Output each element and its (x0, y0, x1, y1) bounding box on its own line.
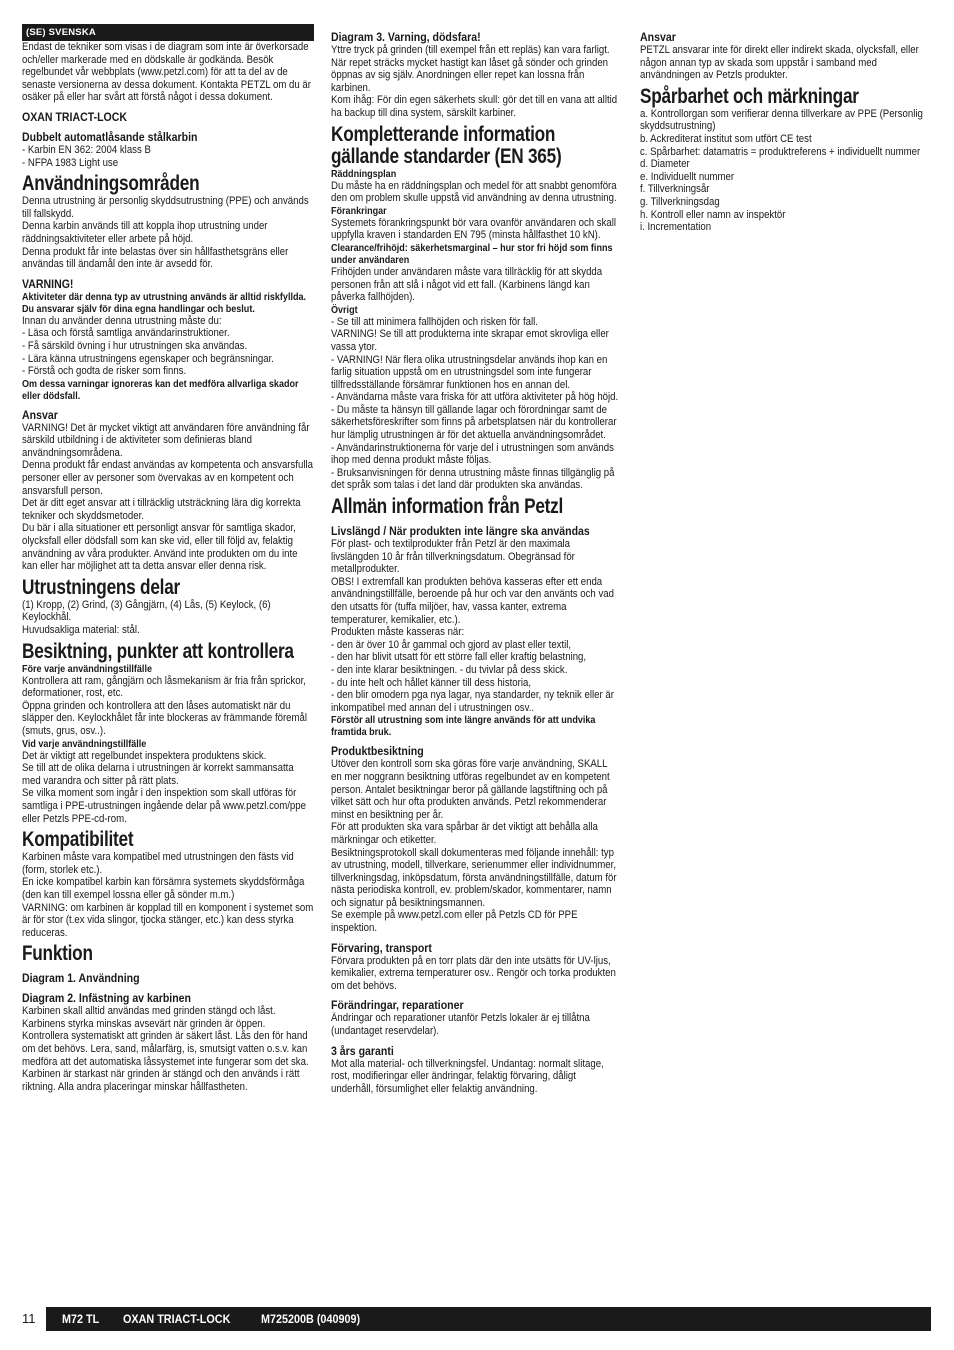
paragraph: Se till att de olika delarna i utrustningen är korrekt sammansatta med varandra och sitter på rätt plats. (22, 762, 294, 787)
paragraph: d. Diameter (640, 158, 690, 171)
subheading: VARNING! (22, 276, 74, 291)
paragraph: Det är viktigt att regelbundet inspektera produktens skick. (22, 749, 267, 762)
paragraph: En icke kompatibel karbin kan försämra systemets skyddsförmåga (den kan till exempel lossna eller gå sönder m.m.) (22, 876, 305, 901)
footer-doc-ref: M725200B (040909) (261, 1312, 361, 1326)
paragraph: - den har blivit utsatt för ett större fall eller kraftig belastning, (331, 651, 587, 664)
column-1 (22, 24, 314, 1093)
paragraph: g. Tillverkningsdag (640, 195, 720, 208)
paragraph: Produkten måste kasseras när: (331, 626, 465, 639)
paragraph: För plast- och textilprodukter från Petzl är den maximala livslängden 10 år från tillverkningsdatum. Obegränsad för metallprodukter. (331, 538, 575, 576)
language-header: (SE) SVENSKA (22, 24, 314, 41)
paragraph: Denna karbin används till att koppla ihop utrustning under räddningsaktiviteter eller arbete på höjd. (22, 220, 268, 245)
bold-note: Räddningsplan (331, 167, 397, 180)
footer-bar (46, 1307, 931, 1331)
bold-note: Förstör all utrustning som inte längre används för att undvika framtida bruk. (331, 714, 596, 739)
bold-note: Förankringar (331, 204, 387, 217)
paragraph: VARNING: om karbinen är kopplad till en komponent i systemet som är för stor (t.ex vida slingor, tjocka stänger, etc.) kan dess styrka reduceras. (22, 901, 314, 939)
paragraph: - Få särskild övning i hur utrustningen ska användas. (22, 339, 248, 352)
column-2 (331, 24, 621, 1095)
footer-code: M72 TL (62, 1312, 100, 1326)
subheading: Dubbelt automatlåsande stålkarbin (22, 129, 198, 144)
bold-note: Om dessa varningar ignoreras kan det medföra allvarliga skador eller dödsfall. (22, 377, 299, 402)
subheading: 3 års garanti (331, 1043, 394, 1058)
paragraph: - NFPA 1983 Light use (22, 156, 119, 169)
paragraph: Karbinen är starkast när grinden är stängd och den används i rätt riktning. Alla andra placeringar minskar hållfastheten. (22, 1068, 300, 1093)
paragraph: i. Incrementation (640, 221, 712, 234)
column-3 (640, 24, 930, 234)
paragraph: För att produkten ska vara spårbar är det viktigt att behålla alla märkningar och etiketter. (331, 821, 598, 846)
footer-product: OXAN TRIACT-LOCK (122, 1312, 231, 1326)
paragraph: - Läsa och förstå samtliga användarinstruktioner. (22, 327, 230, 340)
paragraph: - Du måste ta hänsyn till gällande lagar och förordningar samt de säkerhetsföreskrifter som finns på arbetsplatsen när du kontrollerar hur lämplig utrustningen är för det aktuella användningsområdet. (331, 403, 617, 442)
paragraph: - Se till att minimera fallhöjden och risken för fall. (331, 315, 538, 328)
page-number: 11 (22, 1311, 36, 1326)
paragraph: - Användarna måste vara friska för att utföra aktiviteter på hög höjd. (331, 391, 619, 404)
subheading: Ansvar (640, 30, 676, 44)
paragraph: - du inte helt och hållet känner till dess historia, (331, 676, 532, 689)
bold-note: Vid varje användningstillfälle (22, 737, 147, 750)
paragraph: - den inte klarar besiktningen. - du tvivlar på dess skick. (331, 663, 568, 676)
paragraph: e. Individuellt nummer (640, 170, 735, 183)
bold-note: Clearance/frihöjd: säkerhetsmarginal – hur stor fri höjd som finns under användaren (331, 241, 613, 266)
subheading: Ansvar (22, 407, 58, 422)
subheading: Produktbesiktning (331, 744, 424, 759)
paragraph: - Karbin EN 362: 2004 klass B (22, 143, 151, 156)
subheading: Förändringar, reparationer (331, 998, 464, 1013)
section-heading: Kompatibilitet (22, 828, 134, 852)
subheading: OXAN TRIACT-LOCK (22, 109, 128, 124)
bold-note: Före varje användningstillfälle (22, 662, 152, 675)
bold-note: Du ansvarar själv för dina egna handlingar och beslut. (22, 302, 255, 315)
section-heading: Besiktning, punkter att kontrollera (22, 639, 294, 663)
paragraph: Yttre tryck på grinden (till exempel från ett repläs) kan vara farligt. När repet sträcks mycket hastigt kan låset gå sönder och grinden öppnas av sig själv. Anordningen eller repet kan lossna från karbinen. (331, 44, 610, 94)
paragraph: Öppna grinden och kontrollera att den låses automatiskt när du släpper den. Keylockhålet får inte blockeras av främmande föremål (smuts, grus, osv..). (22, 699, 308, 737)
section-heading: Utrustningens delar (22, 575, 180, 599)
paragraph: Mot alla material- och tillverkningsfel. Undantag: normalt slitage, rost, modifieringar eller ändringar, felaktig förvaring, dåligt underhåll, försumlighet eller felaktig användning. (331, 1057, 604, 1095)
paragraph: Det är ditt eget ansvar att i tillräcklig utsträckning lära dig korrekta tekniker och skyddsmetoder. (22, 497, 301, 522)
paragraph: Denna produkt får inte belastas över sin hållfasthetsgräns eller användas till ändamål den inte är avsedd för. (22, 245, 289, 271)
paragraph: Se vilka moment som ingår i den inspektion som skall utföras för samtliga i PPE-utrustningen ingående delar på www.petzl.com/ppe eller Petzls PPE-cd-rom. (22, 787, 306, 825)
paragraph: Ändringar och reparationer utanför Petzls lokaler är ej tillåtna (undantaget reservdelar). (331, 1012, 590, 1038)
paragraph: Besiktningsprotokoll skall dokumenteras med följande innehåll: typ av utrustning, modell, tillverkare, serienummer eller individnummer, tillverkningsdag, inköpsdatum, första användningstillfälle, datum för nästa periodiska kontroll, ev. problem/skador, kommentarer, namn och signatur på besiktningsmannen. (331, 846, 617, 909)
paragraph: Du måste ha en räddningsplan och medel för att snabbt genomföra den om problem skulle uppstå vid användning av denna utrustning. (331, 179, 617, 205)
bold-note: Aktiviteter där denna typ av utrustning används är alltid riskfyllda. (22, 290, 307, 303)
paragraph: b. Ackrediterat institut som utfört CE test (640, 132, 812, 145)
paragraph: Denna utrustning är personlig skyddsutrustning (PPE) och används till fallskydd. (22, 195, 309, 220)
paragraph: - den blir omodern pga nya lagar, nya standarder, ny teknik eller är inkompatibel med annan del i utrustningen osv.. (331, 689, 614, 714)
bold-note: Övrigt (331, 303, 358, 316)
paragraph: Denna produkt får endast användas av kompetenta och ansvarsfulla personer eller av personer som övervakas av en kompetent och ansvarsfull person. (22, 459, 313, 497)
paragraph: Se exemple på www.petzl.com eller på Petzls CD för PPE inspektion. (331, 909, 578, 935)
section-heading: Spårbarhet och märkningar (640, 84, 859, 108)
section-heading: Funktion (22, 942, 93, 966)
paragraph: - Användarinstruktionerna för varje del i utrustningen som används ihop med denna produkt måste följas. (331, 441, 614, 467)
paragraph: Förvara produkten på en torr plats där den inte utsätts för UV-ljus, kemikalier, extrema temperaturer osv.. Rengör och torka produkten om det behövs. (331, 954, 616, 992)
paragraph: Kom ihåg: För din egen säkerhets skull: gör det till en vana att alltid ha backup till dina system, särskilt karbiner. (331, 94, 618, 119)
paragraph: - Förstå och godta de risker som finns. (22, 365, 187, 378)
subheading: Diagram 3. Varning, dödsfara! (331, 30, 481, 44)
paragraph: Karbinen skall alltid användas med grinden stängd och låst. Karbinens styrka minskas avsevärt när grinden är öppen. Kontrollera systematiskt att grinden är säkert låst. Lås den för hand om det behövs. Lera, sand, målarfärg, is, smutsigt vatten o.s.v. kan medföra att det automatiska låssystemet inte fungerar som det ska. (22, 1005, 309, 1068)
paragraph: (1) Kropp, (2) Grind, (3) Gångjärn, (4) Lås, (5) Keylock, (6) Keylockhål. (22, 598, 271, 624)
subheading: Diagram 1. Användning (22, 971, 140, 986)
subheading: Diagram 2. Infästning av karbinen (22, 991, 192, 1006)
paragraph: Innan du använder denna utrustning måste du: (22, 314, 222, 327)
paragraph: Karbinen måste vara kompatibel med utrustningen den fästs vid (form, storlek etc.). (22, 851, 294, 876)
paragraph: c. Spårbarhet: datamatris = produktreferens + individuellt nummer (640, 145, 921, 158)
paragraph: Endast de tekniker som visas i de diagram som inte är överkorsade och/eller markerade med en dödskalle är godkända. Besök regelbundet vår webbplats (www.petzl.com) för att ta del av de senaste versionerna av dessa dokument. Kontakta PETZL om du är osäker på eller har svårt att förstå något i dessa dokument. (22, 41, 311, 104)
paragraph: Systemets förankringspunkt bör vara ovanför användaren och skall uppfylla kraven i standarden EN 795 (minsta hållfasthet 10 kN). (331, 216, 617, 242)
paragraph: Frihöjden under användaren måste vara tillräcklig för att skydda personen från att slå i något vid ett fall. (Karbinens längd kan påverka fallhöjden). (331, 265, 603, 304)
paragraph: Huvudsakliga material: stål. (22, 624, 140, 636)
paragraph: Du bär i alla situationer ett personligt ansvar för samtliga skador, olycksfall eller dödsfall som kan ske vid, eller till följd av, felaktig användning av våra produkter. Använd inte produkten om du inte kan eller har möjlighet att ta detta ansvar eller denna risk. (22, 522, 298, 573)
paragraph: - Bruksanvisningen för denna utrustning måste finnas tillgänglig på det språk som talas i det land där produkten ska användas. (331, 466, 615, 492)
paragraph: h. Kontroll eller namn av inspektör (640, 208, 786, 221)
subheading: Livslängd / När produkten inte längre ska användas (331, 524, 590, 539)
paragraph: VARNING! Det är mycket viktigt att användaren före användning får särskild utbildning i de aktiviteter som definieras bland användningsområdena. (22, 421, 310, 459)
paragraph: PETZL ansvarar inte för direkt eller indirekt skada, olycksfall, eller någon annan typ av skada som uppstår i samband med användningen av Petzls produkter. (640, 44, 919, 82)
paragraph: - den är över 10 år gammal och gjord av plast eller textil, (331, 638, 572, 651)
paragraph: f. Tillverkningsår (640, 183, 710, 196)
paragraph: OBS! I extremfall kan produkten behöva kasseras efter ett enda användningstillfälle, beroende på hur och var den använts och vad den utsatts för (tuffa miljöer, hav, vassa kanter, extrema temperaturer, kemikalier, etc.). (331, 575, 614, 626)
paragraph: - Lära känna utrustningens egenskaper och begränsningar. (22, 352, 274, 365)
page-footer (22, 1307, 931, 1331)
paragraph: Utöver den kontroll som ska göras före varje användning, SKALL en mer noggrann besiktning utföras regelbundet av en kompetent person. Antalet besiktningar beror på gällande lagstiftning och på vilket sätt och hur ofta produkten används. Petzl rekommenderar minst en besiktning per år. (331, 758, 610, 821)
paragraph: a. Kontrollorgan som verifierar denna tillverkare av PPE (Personlig skyddsutrustning) (640, 107, 923, 133)
section-heading: Användningsområden (22, 172, 200, 196)
subheading: Förvaring, transport (331, 940, 432, 955)
section-heading: Allmän information från Petzl (331, 495, 564, 519)
section-heading: Kompletterande information gällande standarder (EN 365) (331, 122, 562, 168)
paragraph: Kontrollera att ram, gångjärn och låsmekanism är fria från sprickor, deformationer, rost, etc. (22, 674, 306, 700)
paragraph: VARNING! Se till att produkterna inte skrapar emot skrovliga eller vassa ytor. (331, 328, 609, 353)
paragraph: - VARNING! När flera olika utrustningsdelar används ihop kan en farlig situation uppstå om en utrustningsdel som inte fungerar tillfredsställande försämrar funktionen hos en annan del. (331, 353, 608, 391)
